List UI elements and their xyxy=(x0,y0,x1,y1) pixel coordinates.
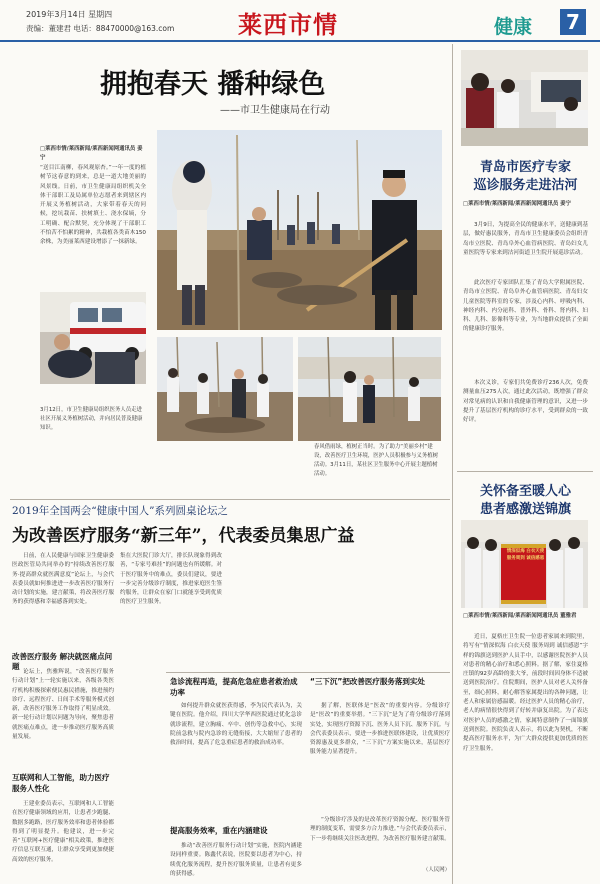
page-header xyxy=(0,0,600,42)
volunteers-photo xyxy=(157,337,293,441)
tree-planting-photo xyxy=(157,130,442,330)
lead-subtitle: ——市卫生健康局在行动 xyxy=(220,105,330,116)
section-name: 健康 xyxy=(494,16,533,38)
date-line: 2019年3月14日 星期四 xyxy=(26,10,113,19)
lead-body: “送目江南柳，春风观原杏。”一年一度的植树节这春意的到来，总是一道大地美丽的风景线。日前，市卫生健康局组织机关全体干部职工及局属单位志愿者来到辖区内开展义务植树活动，大家带着春天的问候，挖坑栽苗、扶树填土、浇水保墒，分工明确、配合默契，充分体现了干部职工不怕苦不怕累的精神，共栽植各类苗木150余株，为美丽莱西建设增添了一抹新绿。 xyxy=(40,165,146,246)
lead-caption-right: 春风借雨绿，植树正当时。为了助力“美丽乡村”建设，改善医疗卫生环境，医护人员积极参与义务植树活动。3月11日，某社区卫生服务中心开展主题植树活动。 xyxy=(314,444,438,477)
sidebar2-body: 近日，夏格庄卫生院一位患者家属来到院里，将写有“情深似海 白衣天使 服务周到 诚信感恩”字样的锦旗送到医护人员手中，以感谢医院医护人员对患者的精心治疗和悉心照料。据了解，家住夏格庄镇的92岁高龄的张大爷，前段时间因身体不适被送到医院治疗。住院期间，医护人员对老人关怀备至，细心照料，耐心解答家属提出的各种问题，让老人和家属倍感温暖。经过医护人员的精心治疗，老人的病情很快得到了好转并康复出院。为了表达对医护人员的感激之情，家属特意制作了一面锦旗送到医院。医院负责人表示，将以此为契机，不断提高医疗服务水平，为广大群众提供更加优质的医疗卫生服务。 xyxy=(463,634,588,752)
page-number: 7 xyxy=(566,10,580,34)
forum-heading-5: “三下沉”把改善医疗服务落到实处 xyxy=(310,677,425,686)
lead-title: 拥抱春天 播种绿色 xyxy=(100,69,326,100)
forum-col-rule xyxy=(166,672,450,673)
sidebar-separator xyxy=(457,471,593,472)
sidebar1-para2: 此次医疗专家团队汇集了青岛大学附属医院、青岛市立医院、青岛阜外心血管病医院、青岛妇女儿童医院等科室的专家，涉及心内科、呼吸内科、神经内科、内分泌科、普外科、骨科、肾内科、妇科、儿科、影像科等专业，为当地群众提供了全面的健康诊疗服务。 xyxy=(463,280,588,333)
forum-heading-1: 改善医疗服务 解决就医痛点问题 xyxy=(12,652,113,671)
banner-text: 情深似海 白衣天使 服务周到 诚信感恩 xyxy=(506,549,545,561)
forum-para-3: 如何提升群众就医获得感，李为民代表认为，关键在医院。他介绍，四川大学华西医院通过优化急诊就诊流程，建立胸痛、卒中、创伤等急救中心，实现院前急救与院内急诊的无缝衔接，大大缩短了患者的救治时间，提高了危急重症患者的救治成功率。 xyxy=(170,703,302,747)
forum-heading-3: 急诊流程再造，提高危急症患者救治成功率 xyxy=(170,677,298,697)
forum-heading-4: 提高服务效率，重在内涵建设 xyxy=(170,826,268,835)
planting-team-photo xyxy=(298,337,441,441)
sidebar1-byline: □莱西市情/莱西新闻/莱西新闻网通讯员 姜宁 xyxy=(463,201,571,207)
forum-para-mid: 集在大医院门诊大厅，排长队现象得到改善，“专家号难挂”的问题也有所缓解。对于医疗服务中的难点，委员们建议，要进一步完善分级诊疗制度，推进家庭医生签约服务，让群众在家门口就能享受到优质的医疗卫生服务。 xyxy=(120,553,222,606)
hospital-vehicle-photo xyxy=(40,292,146,384)
forum-kicker: 2019年全国两会“健康中国人”系列圆桌论坛之 xyxy=(12,505,228,517)
header-rule xyxy=(0,40,600,42)
forum-title: 为改善医疗服务“新三年”，代表委员集思广益 xyxy=(12,526,355,546)
masthead: 莱西市情 xyxy=(238,10,338,39)
sidebar1-title-1: 青岛市医疗专家 xyxy=(479,160,571,175)
forum-para-5: 据了解，医联体是“医改”的重要内容。分级诊疗是“医改”的重要举措。“三下沉”是为了将分级诊疗落到实处，实现医疗资源下沉、医务人员下沉、服务下沉。与会代表委员表示，要进一步推进医联体建设，让优质医疗资源惠及更多群众，“三下沉”方案实施以来，基层医疗服务能力显著提升。 xyxy=(310,703,450,756)
lead-caption-left: 3月12日，市卫生健康局组织医务人员走进社区开展义务植树活动，并向居民普及健康知识。 xyxy=(40,407,143,431)
sidebar1-para3: 本次义诊，专家们共免费诊疗236人次，免费测量血压275人次，通过此次活动，既增强了群众对常见病的认识和自我健康管理的意识，又进一步提升了基层医疗机构的诊疗水平，受到群众的一致好评。 xyxy=(463,380,588,424)
column-divider xyxy=(452,44,453,884)
editor-line: 责编：董建君 电话：88470000@163.com xyxy=(26,24,175,33)
sidebar2-title-2: 患者感激送锦旗 xyxy=(479,502,571,517)
forum-source: （人民网） xyxy=(423,867,450,873)
forum-top-rule xyxy=(10,499,450,500)
forum-para-1: 论坛上，焦雅辉说，“改善医疗服务行动计划”上一轮实施以来，各级各类医疗机构积极探索便民惠民措施，推进预约诊疗、远程医疗、日间手术等服务模式创新，改善医疗服务工作取得了明显成效。新一轮行动计划以问题为导向，聚焦患者就医痛点难点，进一步推动医疗服务高质量发展。 xyxy=(12,669,114,741)
sidebar1-title-2: 巡诊服务走进沽河 xyxy=(473,178,578,193)
sidebar2-byline: □莱西市情/莱西新闻/莱西新闻网通讯员 董雅君 xyxy=(463,613,577,619)
forum-para-6: “分级诊疗涉及的是改革医疗资源分配、医疗服务管理的制度变革，需要多方合力推进。”与会代表委员表示，下一步将继续关注医改进程，为改善医疗服务建言献策。 xyxy=(310,817,450,842)
lead-byline: □莱西市情/莱西新闻/莱西新闻网通讯员 姜宁 xyxy=(40,146,143,161)
sidebar1-para1: 3月9日，为提高全民的健康水平，送健康到基层，做好惠民服务，青岛市卫生健康委员会组织青岛市立医院、青岛阜外心血管病医院、青岛妇女儿童医院等专家来到沽河街道卫生院开展巡诊活动。 xyxy=(463,222,588,256)
sidebar2-title-1: 关怀备至暖人心 xyxy=(479,484,571,499)
forum-heading-2: 互联网和人工智能，助力医疗服务人性化 xyxy=(12,773,110,793)
expert-clinic-photo xyxy=(461,50,588,146)
forum-para-2: 王建业委员表示，互联网和人工智能在医疗健康领域的应用，让患者少跑腿、数据多跑路，医疗服务效率和患者体验都得到了明显提升。他建议，进一步完善“互联网+医疗健康”相关政策，推进医疗信息互联互通，让群众享受到更加便捷高效的医疗服务。 xyxy=(12,801,114,863)
forum-intro: 日前，在人民健康与国家卫生健康委医政医管局共同举办的“持续改善医疗服务·提高群众就医满意度”论坛上，与会代表委员就如何推进进一步改善医疗服务行动计划的实施，建言献策，将改善医疗服务的获得感和幸福感落到实处。 xyxy=(12,553,114,606)
forum-para-4: 推动“改善医疗服务行动计划”实施，医院内涵建设同样重要。陈鑫代表说，医院要以患者为中心，持续优化服务流程，提升医疗服务质量，让患者有更多的获得感。 xyxy=(170,843,302,877)
